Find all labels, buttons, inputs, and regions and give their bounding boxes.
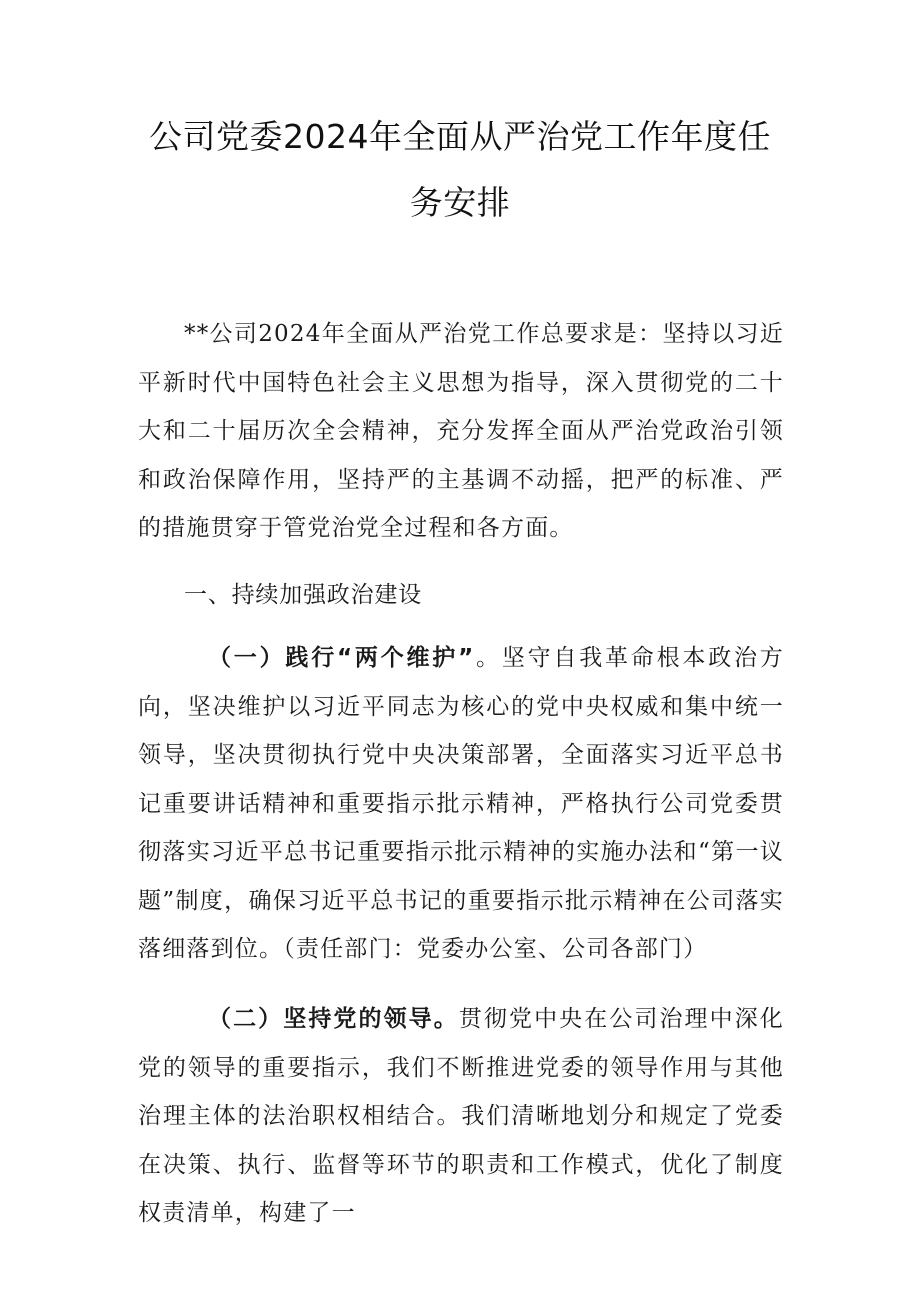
document-title [140, 104, 780, 236]
item-2-text: 贯彻党中央在公司治理中深化党的领导的重要指示，我们不断推进党委的领导作用与其他治理主体的法治职权相结合。我们清晰地划分和规定了党委在决策、执行、监督等环节的职责和工作模式，优化了制度权责清单，构建了一 [138, 1006, 785, 1226]
item-2-lead: （二）坚持党的领导。 [208, 1006, 459, 1032]
title-line-2: 务安排 [409, 183, 511, 222]
item-paragraph-2 [138, 995, 784, 1238]
title-line-1: 公司党委2024年全面从严治党工作年度任 [149, 117, 771, 156]
item-1-lead: （一）践行“两个维护” [208, 645, 475, 671]
item-paragraph-1 [138, 634, 784, 974]
section-heading-1: 一、持续加强政治建设 [184, 582, 422, 608]
item-1-text: 。坚守自我革命根本政治方向，坚决维护以习近平同志为核心的党中央权威和集中统一领导，坚决贯彻执行党中央决策部署，全面落实习近平总书记重要讲话精神和重要指示批示精神，严格执行公司党委贯彻落实习近平总书记重要指示批示精神的实施办法和“第一议题”制度，确保习近平总书记的重要指示批示精神在公司落实落细落到位。（责任部门：党委办公室、公司各部门） [138, 645, 784, 962]
intro-paragraph: **公司2024年全面从严治党工作总要求是：坚持以习近平新时代中国特色社会主义思想为指导，深入贯彻党的二十大和二十届历次全会精神，充分发挥全面从严治党政治引领和政治保障作用，坚持严的主基调不动摇，把严的标准、严的措施贯穿于管党治党全过程和各方面。 [138, 321, 784, 541]
